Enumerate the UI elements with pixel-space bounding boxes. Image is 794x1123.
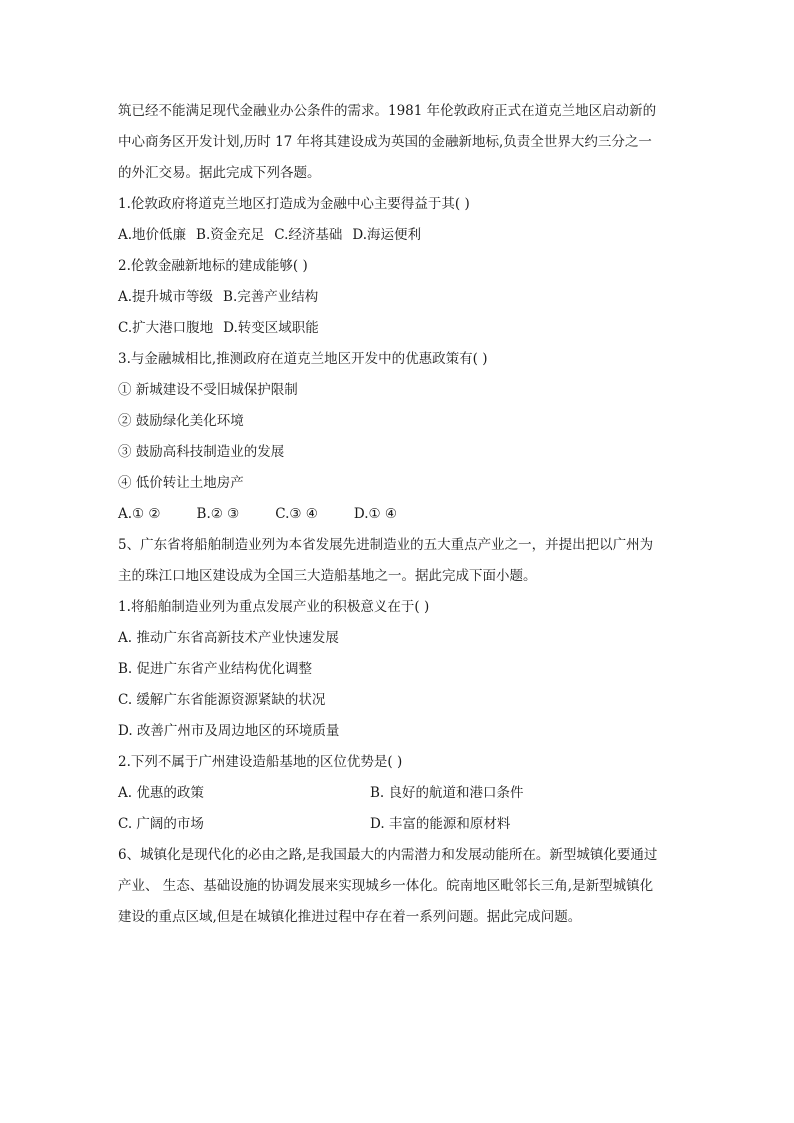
q2-options-row2 [118, 313, 694, 344]
s5-intro-line-2: 主的珠江口地区建设成为全国三大造船基地之一。据此完成下面小题。 [118, 568, 537, 584]
q3-item-4: ④ 低价转让土地房产 [118, 475, 244, 491]
q3-option-b: B.② ③ [196, 506, 240, 522]
s5-q2-options-row1 [118, 778, 694, 809]
s5-q1-option-c: C. 缓解广东省能源资源紧缺的状况 [118, 692, 326, 708]
q2-option-d: D.转变区域职能 [223, 320, 319, 336]
q3-option-d: D.① ④ [353, 506, 398, 522]
s5-q1-option-a: A. 推动广东省高新技术产业快速发展 [118, 630, 339, 646]
q2-option-b: B.完善产业结构 [223, 289, 319, 305]
q3-item-3: ③ 鼓励高科技制造业的发展 [118, 444, 285, 460]
s6-intro-line-3: 建设的重点区域,但是在城镇化推进过程中存在着一系列问题。据此完成问题。 [118, 909, 582, 925]
intro-line-2: 中心商务区开发计划,历时 17 年将其建设成为英国的金融新地标,负责全世界大约三分之一 [118, 134, 652, 150]
q1-option-d: D.海运便利 [352, 227, 422, 243]
q3-stem: 3.与金融城相比,推测政府在道克兰地区开发中的优惠政策有( ) [118, 351, 488, 367]
q1-option-a: A.地价低廉 [118, 227, 187, 243]
s5-q2-option-b: B. 良好的航道和港口条件 [370, 785, 524, 801]
q1-option-b: B.资金充足 [196, 227, 265, 243]
q2-option-a: A.提升城市等级 [118, 289, 214, 305]
q3-options [118, 499, 694, 530]
s5-q1-stem: 1.将船舶制造业列为重点发展产业的积极意义在于( ) [118, 599, 430, 615]
s5-q2-option-c: C. 广阔的市场 [118, 816, 204, 832]
q3-item-1: ① 新城建设不受旧城保护限制 [118, 382, 298, 398]
s5-q2-options-row2 [118, 809, 694, 840]
intro-line-3: 的外汇交易。据此完成下列各题。 [118, 165, 321, 181]
s5-q2-option-d: D. 丰富的能源和原材料 [370, 816, 511, 832]
q3-item-2: ② 鼓励绿化美化环境 [118, 413, 244, 429]
s5-q1-option-b: B. 促进广东省产业结构优化调整 [118, 661, 313, 677]
s6-intro-line-1: 6、城镇化是现代化的必由之路,是我国最大的内需潜力和发展动能所在。新型城镇化要通过 [118, 847, 658, 863]
q2-options-row1 [118, 282, 694, 313]
q2-stem: 2.伦敦金融新地标的建成能够( ) [118, 258, 308, 274]
s5-q2-option-a: A. 优惠的政策 [118, 785, 204, 801]
s5-q1-option-d: D. 改善广州市及周边地区的环境质量 [118, 723, 340, 739]
q1-stem: 1.伦敦政府将道克兰地区打造成为金融中心主要得益于其( ) [118, 196, 470, 212]
q3-option-c: C.③ ④ [275, 506, 318, 522]
intro-line-1: 筑已经不能满足现代金融业办公条件的需求。1981 年伦敦政府正式在道克兰地区启动新的 [118, 103, 657, 119]
q2-option-c: C.扩大港口腹地 [118, 320, 214, 336]
q3-option-a: A.① ② [118, 506, 161, 522]
s5-intro-line-1: 5、广东省将船舶制造业列为本省发展先进制造业的五大重点产业之一，并提出把以广州为 [118, 537, 654, 553]
s5-q2-stem: 2.下列不属于广州建设造船基地的区位优势是( ) [118, 754, 403, 770]
q1-option-c: C.经济基础 [274, 227, 343, 243]
q1-options [118, 220, 694, 251]
s6-intro-line-2: 产业、 生态、基础设施的协调发展来实现城乡一体化。皖南地区毗邻长三角,是新型城镇化 [118, 878, 654, 894]
